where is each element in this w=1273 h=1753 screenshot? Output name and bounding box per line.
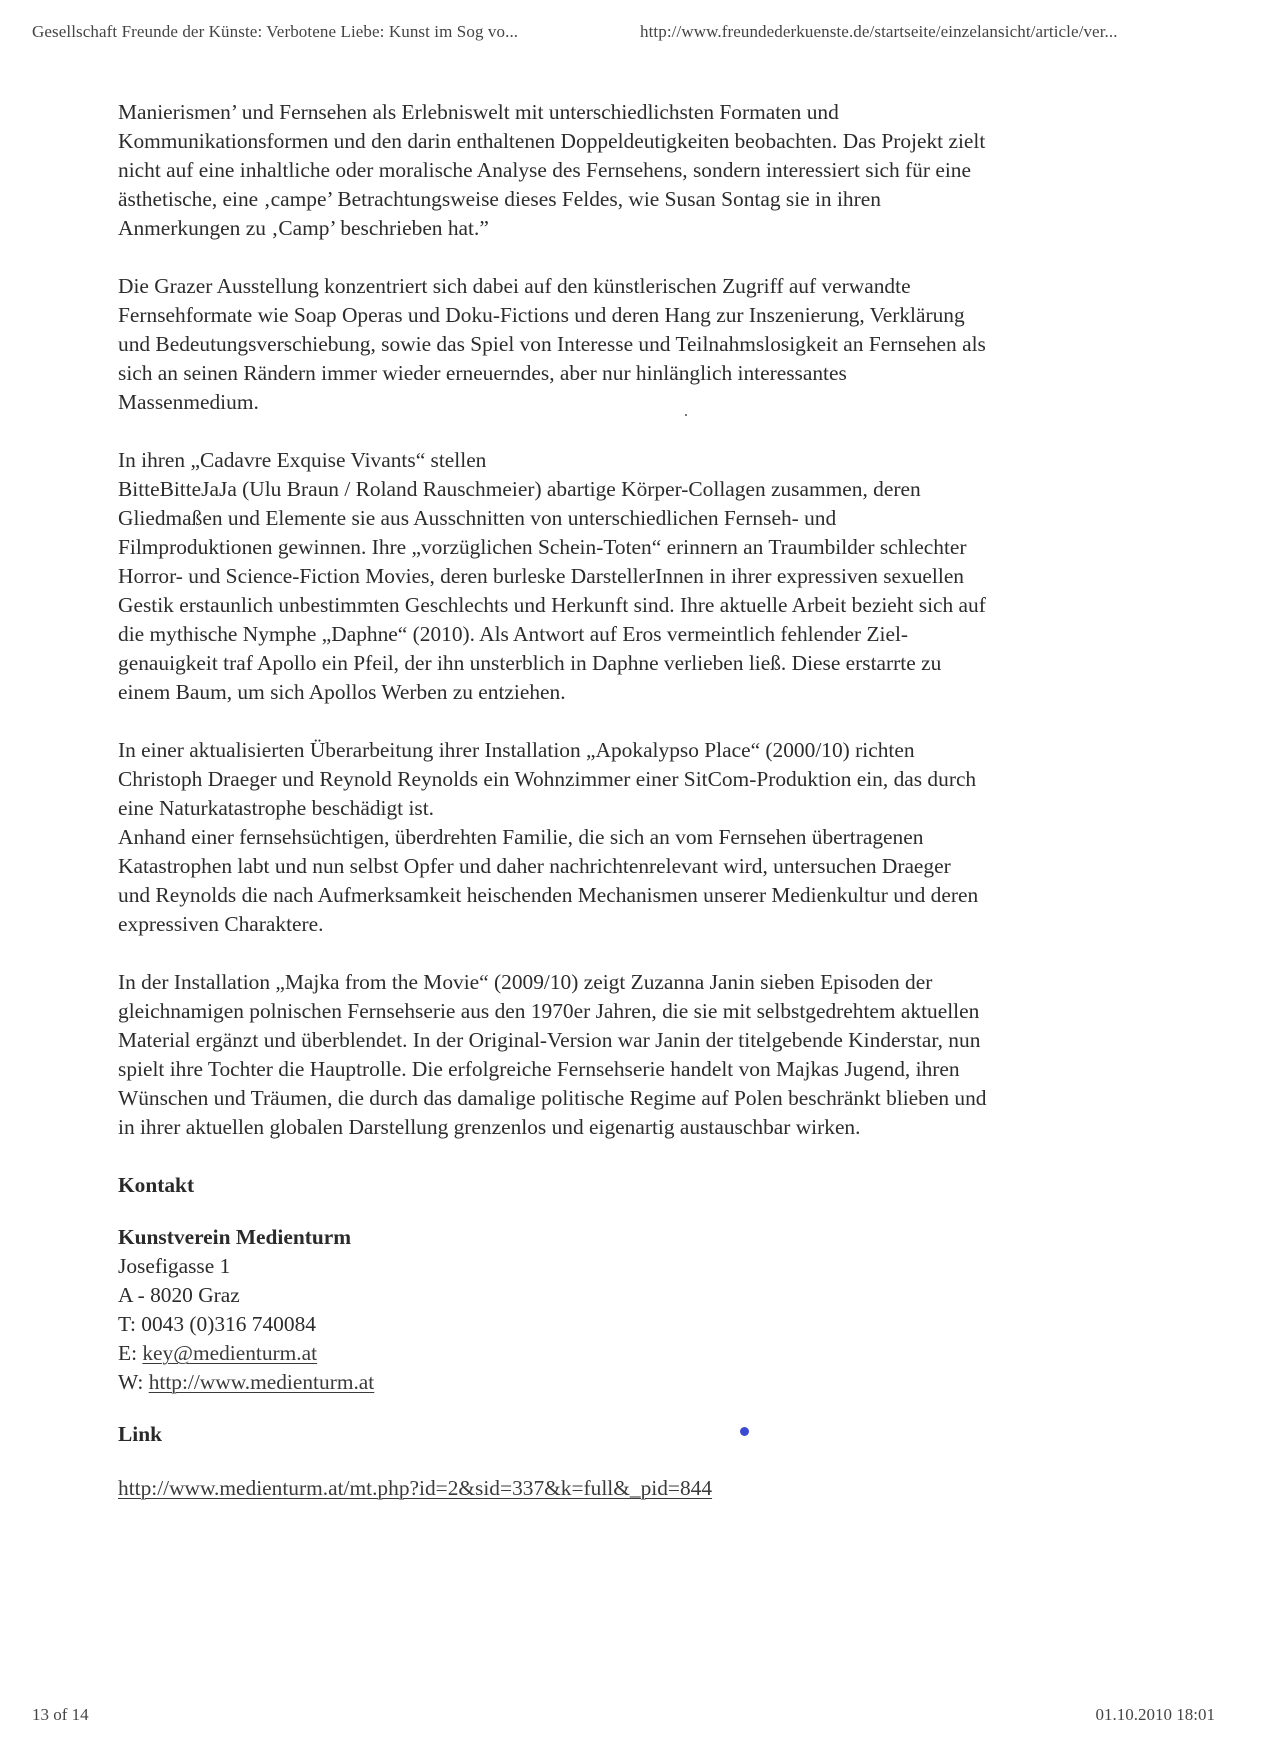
link-heading: Link [118, 1422, 163, 1446]
text-line: In einer aktualisierten Überarbeitung ihrer Installation „Apokalypso Place“ (2000/10) richten [118, 738, 915, 762]
contact-web-line [118, 1368, 1148, 1397]
text-line: spielt ihre Tochter die Hauptrolle. Die erfolgreiche Fernsehserie handelt von Majkas Jugend, ihren [118, 1057, 960, 1081]
text-line: expressiven Charaktere. [118, 912, 324, 936]
page-url: http://www.freundederkuenste.de/startseite/einzelansicht/article/ver... [640, 22, 1118, 41]
paragraph-5 [118, 968, 1148, 1142]
text-line: BitteBitteJaJa (Ulu Braun / Roland Rauschmeier) abartige Körper-Collagen zusammen, deren [118, 477, 921, 501]
article-body [118, 98, 1148, 1503]
text-line: Gestik erstaunlich unbestimmten Geschlechts und Herkunft sind. Ihre aktuelle Arbeit bezieht sich auf [118, 593, 986, 617]
paragraph-2 [118, 272, 1148, 417]
paragraph-1 [118, 98, 1148, 243]
contact-city: A - 8020 Graz [118, 1283, 240, 1307]
contact-street: Josefigasse 1 [118, 1254, 231, 1278]
text-line: Christoph Draeger und Reynold Reynolds ein Wohnzimmer einer SitCom-Produktion ein, das durch [118, 767, 977, 791]
contact-phone: T: 0043 (0)316 740084 [118, 1312, 316, 1336]
page-indicator: 13 of 14 [32, 1705, 89, 1724]
website-link[interactable]: http://www.medienturm.at [148, 1370, 375, 1394]
text-line: Fernsehformate wie Soap Operas und Doku-Fictions und deren Hang zur Inszenierung, Verklärung [118, 303, 965, 327]
text-line: Wünschen und Träumen, die durch das damalige politische Regime auf Polen beschränkt blieben und [118, 1086, 987, 1110]
text-line: eine Naturkatastrophe beschädigt ist. [118, 796, 435, 820]
text-line: die mythische Nymphe „Daphne“ (2010). Als Antwort auf Eros vermeintlich fehlender Ziel- [118, 622, 909, 646]
print-footer [32, 1705, 1225, 1729]
text-line: Kommunikationsformen und den darin enthaltenen Doppeldeutigkeiten beobachten. Das Projekt zielt [118, 129, 986, 153]
text-line: ästhetische, eine ‚campe’ Betrachtungsweise dieses Feldes, wie Susan Sontag sie in ihren [118, 187, 881, 211]
text-line: in ihrer aktuellen globalen Darstellung grenzenlos und eigenartig austauschbar wirken. [118, 1115, 861, 1139]
text-line: Katastrophen labt und nun selbst Opfer und daher nachrichtenrelevant wird, untersuchen Draeger [118, 854, 951, 878]
text-line: Anmerkungen zu ‚Camp’ beschrieben hat.” [118, 216, 489, 240]
text-line: Filmproduktionen gewinnen. Ihre „vorzüglichen Schein-Toten“ erinnern an Traumbilder schlechter [118, 535, 967, 559]
contact-block [118, 1223, 1148, 1397]
paragraph-3 [118, 446, 1148, 707]
paragraph-4 [118, 736, 1148, 939]
text-line: nicht auf eine inhaltliche oder moralische Analyse des Fernsehens, sondern interessiert sich für eine [118, 158, 971, 182]
text-line: Die Grazer Ausstellung konzentriert sich dabei auf den künstlerischen Zugriff auf verwandte [118, 274, 911, 298]
scan-dot-mark [740, 1427, 749, 1436]
print-header [32, 22, 1225, 48]
contact-org-name: Kunstverein Medienturm [118, 1225, 352, 1249]
scan-speck [685, 414, 687, 416]
text-line: Material ergänzt und überblendet. In der Original-Version war Janin der titelgebende Kinderstar, nun [118, 1028, 981, 1052]
text-line: In der Installation „Majka from the Movie“ (2009/10) zeigt Zuzanna Janin sieben Episoden der [118, 970, 933, 994]
text-line: einem Baum, um sich Apollos Werben zu entziehen. [118, 680, 566, 704]
text-line: gleichnamigen polnischen Fernsehserie aus den 1970er Jahren, die sie mit selbstgedrehtem aktuellen [118, 999, 980, 1023]
text-line: Massenmedium. [118, 390, 259, 414]
text-line: Anhand einer fernsehsüchtigen, überdrehten Familie, die sich an vom Fernsehen übertragenen [118, 825, 924, 849]
text-line: genauigkeit traf Apollo ein Pfeil, der ihn unsterblich in Daphne verlieben ließ. Diese erstarrte zu [118, 651, 942, 675]
text-line: Gliedmaßen und Elemente sie aus Ausschnitten von unterschiedlichen Fernseh- und [118, 506, 837, 530]
text-line: Manierismen’ und Fernsehen als Erlebniswelt mit unterschiedlichsten Formaten und [118, 100, 839, 124]
print-datetime: 01.10.2010 18:01 [1095, 1705, 1215, 1724]
contact-heading: Kontakt [118, 1173, 195, 1197]
text-line: In ihren „Cadavre Exquise Vivants“ stellen [118, 448, 487, 472]
article-source-link[interactable]: http://www.medienturm.at/mt.php?id=2&sid=337&k=full&_pid=844 [118, 1476, 713, 1500]
link-line [118, 1474, 1148, 1503]
text-line: und Bedeutungsverschiebung, sowie das Spiel von Interesse und Teilnahmslosigkeit an Fernsehen als [118, 332, 986, 356]
page-title: Gesellschaft Freunde der Künste: Verbotene Liebe: Kunst im Sog vo... [32, 22, 519, 41]
text-line: und Reynolds die nach Aufmerksamkeit heischenden Mechanismen unserer Medienkultur und deren [118, 883, 979, 907]
web-prefix: W: [118, 1370, 149, 1394]
text-line: Horror- und Science-Fiction Movies, deren burleske DarstellerInnen in ihrer expressiven sexuellen [118, 564, 965, 588]
contact-email-line [118, 1339, 1148, 1368]
text-line: sich an seinen Rändern immer wieder erneuerndes, aber nur hinlänglich interessantes [118, 361, 847, 385]
email-prefix: E: [118, 1341, 143, 1365]
email-link[interactable]: key@medienturm.at [142, 1341, 318, 1365]
